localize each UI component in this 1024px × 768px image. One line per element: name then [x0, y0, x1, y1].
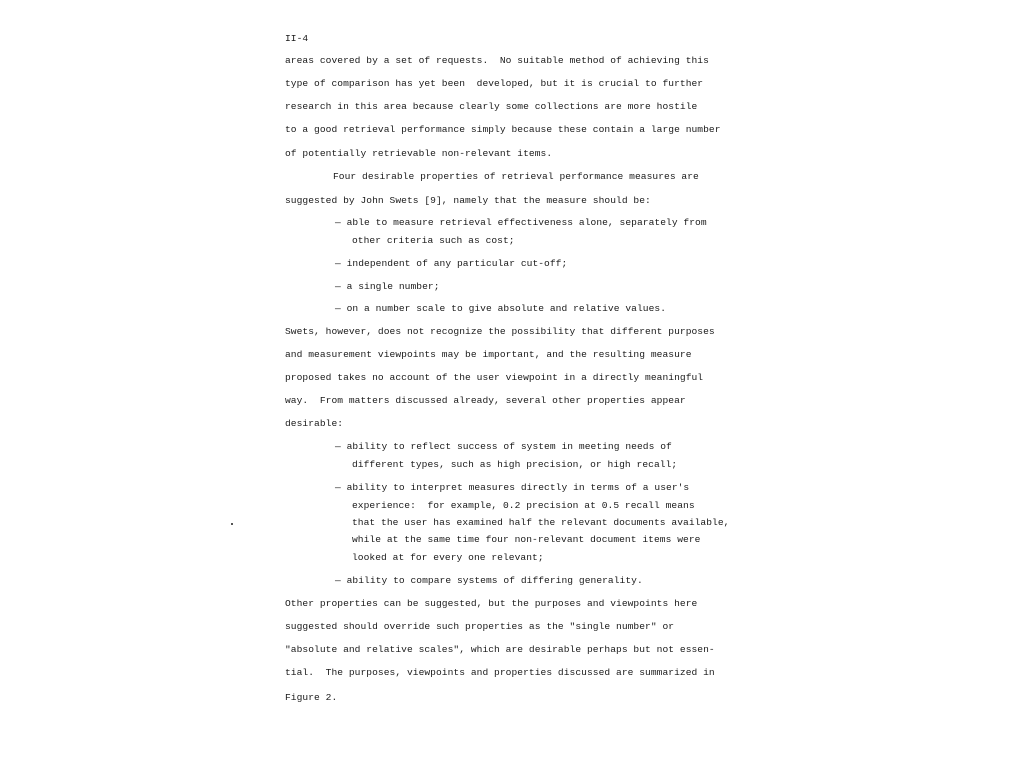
text-line: areas covered by a set of requests. No suitable method of achieving this	[285, 55, 709, 66]
text-line: way. From matters discussed already, several other properties appear	[285, 395, 686, 406]
list-item-continuation: experience: for example, 0.2 precision at 0.5 recall means	[352, 500, 695, 511]
list-item: — able to measure retrieval effectiveness alone, separately from	[335, 217, 707, 228]
list-item-continuation: different types, such as high precision, or high recall;	[352, 459, 678, 470]
text-line: suggested by John Swets [9], namely that the measure should be:	[285, 195, 651, 206]
text-line: and measurement viewpoints may be important, and the resulting measure	[285, 349, 692, 360]
text-line: Four desirable properties of retrieval performance measures are	[333, 171, 699, 182]
list-item-continuation: that the user has examined half the relevant documents available,	[352, 517, 730, 528]
page-number: II-4	[285, 33, 309, 44]
list-item-continuation: other criteria such as cost;	[352, 235, 515, 246]
text-line: Figure 2.	[285, 692, 338, 703]
list-item-continuation: looked at for every one relevant;	[352, 552, 544, 563]
list-item: — a single number;	[335, 281, 440, 292]
list-item: — on a number scale to give absolute and relative values.	[335, 303, 667, 314]
list-item-continuation: while at the same time four non-relevant document items were	[352, 534, 701, 545]
text-line: suggested should override such properties as the "single number" or	[285, 621, 675, 632]
list-item: — ability to interpret measures directly in terms of a user's	[335, 482, 690, 493]
text-line: Other properties can be suggested, but the purposes and viewpoints here	[285, 598, 698, 609]
text-line: "absolute and relative scales", which are desirable perhaps but not essen-	[285, 644, 715, 655]
text-line: research in this area because clearly some collections are more hostile	[285, 101, 698, 112]
scan-speck	[231, 523, 233, 525]
list-item: — ability to reflect success of system in meeting needs of	[335, 441, 672, 452]
text-line: of potentially retrievable non-relevant items.	[285, 148, 553, 159]
text-line: type of comparison has yet been developed, but it is crucial to further	[285, 78, 704, 89]
text-line: Swets, however, does not recognize the possibility that different purposes	[285, 326, 715, 337]
list-item: — ability to compare systems of differing generality.	[335, 575, 643, 586]
text-line: tial. The purposes, viewpoints and properties discussed are summarized in	[285, 667, 715, 678]
text-line: proposed takes no account of the user viewpoint in a directly meaningful	[285, 372, 704, 383]
list-item: — independent of any particular cut-off;	[335, 258, 568, 269]
text-line: desirable:	[285, 418, 344, 429]
text-line: to a good retrieval performance simply because these contain a large number	[285, 124, 721, 135]
